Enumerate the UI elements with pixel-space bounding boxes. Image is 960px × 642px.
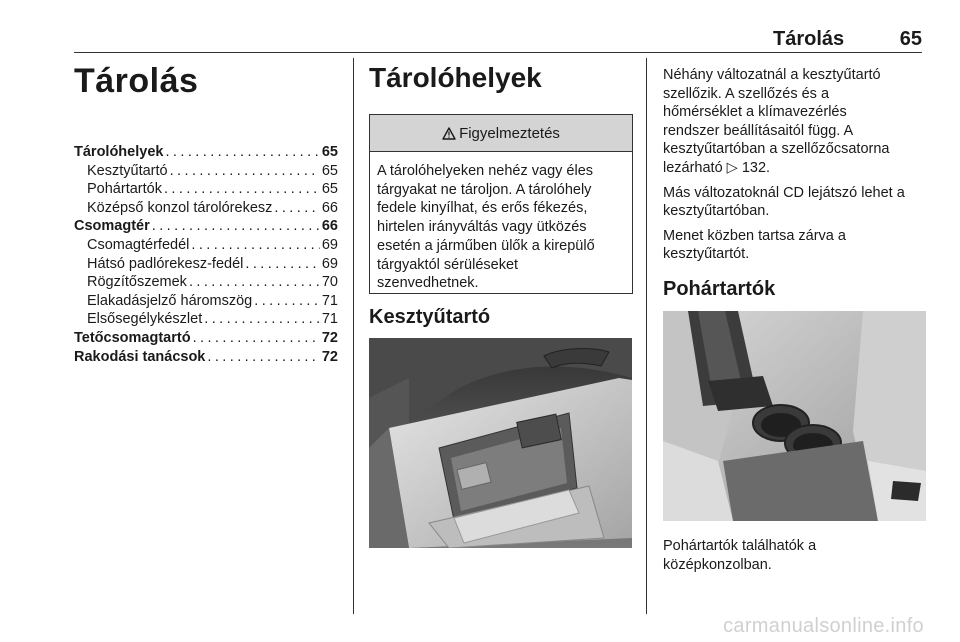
- toc-page: 70: [321, 274, 338, 291]
- glovebox-photo: [369, 338, 632, 548]
- page-header: [773, 28, 922, 51]
- text-line: hőmérséklet a klímavezérlés: [663, 104, 847, 121]
- toc-entry[interactable]: [74, 310, 338, 329]
- toc-entry[interactable]: [74, 162, 338, 181]
- toc-label: Középső konzol tárolórekesz: [87, 199, 273, 216]
- text-line: kesztyűtartóban a szellőzőcsatorna: [663, 141, 890, 158]
- caption-line: Pohártartók találhatók a: [663, 538, 817, 554]
- toc-page: 66: [321, 218, 338, 235]
- cupholder-caption: [663, 537, 929, 574]
- warning-line: fedele kinyílhat, és erős fékezés,: [377, 200, 588, 217]
- text-line: Néhány változatnál a kesztyűtartó: [663, 67, 881, 83]
- toc-page: 65: [321, 181, 338, 198]
- warning-line: tárgyakat ne tároljon. A tárolóhely: [377, 181, 592, 198]
- toc-entry[interactable]: [74, 273, 338, 292]
- warning-line: A tárolóhelyeken nehéz vagy éles: [377, 163, 594, 179]
- toc-entry[interactable]: [74, 199, 338, 218]
- toc-label: Tetőcsomagtartó: [74, 329, 191, 346]
- caption-line: középkonzolban.: [663, 556, 772, 573]
- toc-page: 69: [321, 236, 338, 253]
- cross-reference[interactable]: lezárható ▷ 132.: [663, 159, 771, 176]
- table-of-contents: [74, 143, 338, 366]
- warning-line: esetén a járműben ülők a kirepülő: [377, 237, 595, 254]
- toc-entry[interactable]: [74, 348, 338, 367]
- toc-page: 69: [321, 255, 338, 272]
- right-column-text: [663, 66, 929, 270]
- glovebox-heading: Kesztyűtartó: [369, 306, 491, 328]
- running-title: Tárolás: [773, 28, 845, 50]
- toc-page: 71: [321, 292, 338, 309]
- warning-header: [370, 115, 632, 152]
- toc-page: 72: [321, 329, 338, 346]
- text-line: kesztyűtartóban.: [663, 203, 770, 220]
- toc-page: 71: [321, 311, 338, 328]
- warning-box: [369, 114, 633, 294]
- toc-label: Hátsó padlórekesz-fedél: [87, 255, 244, 272]
- toc-label: Csomagtérfedél: [87, 236, 190, 253]
- text-line: Más változatoknál CD lejátszó lehet a: [663, 184, 905, 201]
- page-number: 65: [899, 28, 922, 50]
- toc-page: 65: [321, 162, 338, 179]
- warning-text: [370, 152, 632, 293]
- toc-page: 65: [321, 144, 338, 160]
- warning-line: szenvedhetnek.: [377, 275, 479, 292]
- toc-entry[interactable]: [74, 255, 338, 274]
- section-title: Tárolóhelyek: [369, 62, 542, 93]
- text-line: szellőzik. A szellőzés és a: [663, 85, 830, 102]
- chapter-title: Tárolás: [74, 62, 199, 100]
- toc-label: Rögzítőszemek: [87, 274, 187, 291]
- watermark: carmanualsonline.info: [723, 615, 924, 637]
- column-divider-1: [353, 58, 354, 614]
- toc-entry[interactable]: [74, 143, 338, 162]
- cupholder-heading: Pohártartók: [663, 278, 776, 300]
- toc-label: Elakadásjelző háromszög: [87, 292, 253, 309]
- toc-label: Pohártartók: [87, 181, 162, 198]
- paragraph: [663, 227, 929, 264]
- toc-entry[interactable]: [74, 180, 338, 199]
- warning-line: tárgyaktól sérüléseket: [377, 256, 519, 273]
- toc-entry[interactable]: [74, 292, 338, 311]
- cupholder-photo: [663, 311, 926, 521]
- toc-label: Rakodási tanácsok: [74, 348, 206, 365]
- header-rule: [74, 52, 922, 53]
- text-line: rendszer beállításaitól függ. A: [663, 122, 854, 139]
- toc-label: Tárolóhelyek: [74, 144, 164, 160]
- toc-entry[interactable]: [74, 236, 338, 255]
- warning-line: hirtelen irányváltás vagy ütközés: [377, 219, 587, 236]
- text-line: kesztyűtartót.: [663, 246, 750, 263]
- warning-heading: Figyelmeztetés: [459, 124, 560, 142]
- paragraph: [663, 184, 929, 221]
- toc-page: 66: [321, 199, 338, 216]
- toc-label: Kesztyűtartó: [87, 162, 168, 179]
- toc-label: Csomagtér: [74, 218, 150, 235]
- column-divider-2: [646, 58, 647, 614]
- toc-page: 72: [321, 348, 338, 365]
- toc-entry[interactable]: [74, 329, 338, 348]
- toc-entry[interactable]: [74, 217, 338, 236]
- text-line: Menet közben tartsa zárva a: [663, 227, 846, 244]
- toc-label: Elsősegélykészlet: [87, 311, 203, 328]
- warning-triangle-icon: [442, 127, 456, 140]
- paragraph: [663, 66, 929, 178]
